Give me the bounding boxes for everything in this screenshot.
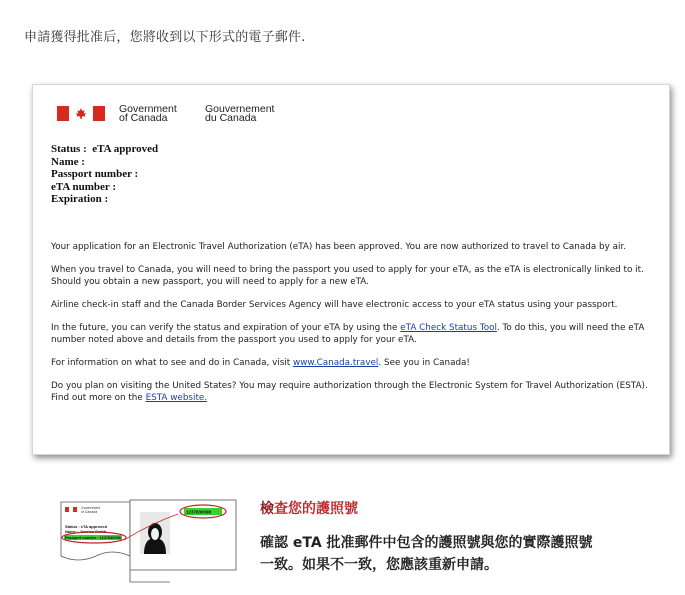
check-passport-title: 檢查您的護照號	[260, 501, 358, 517]
email-preview	[32, 84, 670, 455]
paragraph-esta: Do you plan on visiting the United States? You may require authorization through the Electronic System for Travel Authorization (ESTA). Find out more on the ESTA website.	[51, 381, 648, 403]
thumb-flag-icon	[65, 507, 69, 512]
paragraph-approved: Your application for an Electronic Travel Authorization (eTA) has been approved. You are now authorized to travel to Canada by air.	[51, 242, 627, 252]
intro-text: 申請獲得批准后，您將收到以下形式的電子郵件.	[24, 30, 306, 45]
canada-flag-icon	[57, 106, 105, 121]
email-body	[51, 241, 655, 415]
thumb-name: Name : Jessica Smith	[65, 529, 107, 534]
paragraph-passport: When you travel to Canada, you will need to bring the passport you used to apply for your eTA, as the eTA is electronically linked to it. Should you obtain a new passport, you will need to apply for a new eTA.	[51, 265, 644, 287]
passport-number-highlight: 1237830098	[186, 509, 212, 515]
check-passport-instructions: 確認 eTA 批准郵件中包含的護照號與您的實際護照號 一致。如果不一致，您應該重新申請。	[260, 535, 593, 573]
passport-number-field: Passport number :	[51, 168, 139, 180]
svg-text:of Canada: of Canada	[81, 510, 98, 514]
eta-number-field: eTA number :	[51, 180, 116, 193]
eta-fields	[51, 143, 158, 206]
email-passport-comparison-illustration	[60, 494, 240, 586]
expiration-field: Expiration :	[51, 193, 109, 205]
paragraph-check-status: In the future, you can verify the status and expiration of your eTA by using the eTA Check Status Tool. To do this, you will need the eTA number noted above and details from the passport you used to apply for your eTA.	[51, 323, 645, 345]
esta-website-link[interactable]: ESTA website.	[145, 393, 208, 403]
canada-travel-link[interactable]: www.Canada.travel	[293, 358, 379, 368]
status-field: Status : eTA approved	[51, 143, 159, 155]
gouvernement-du-canada-label: Gouvernement du Canada	[205, 103, 275, 124]
paragraph-canada-travel: For information on what to see and do in Canada, visit www.Canada.travel. See you in Canada!	[51, 358, 470, 368]
name-field: Name :	[51, 155, 85, 168]
eta-check-status-link[interactable]: eTA Check Status Tool	[400, 323, 497, 333]
thumb-status: Status : eTA approved	[65, 524, 108, 529]
government-of-canada-label: Government of Canada	[119, 103, 177, 124]
thumb-passport-label: Passport number : 1237830098	[65, 536, 121, 540]
paragraph-airline: Airline check-in staff and the Canada Border Services Agency will have electronic access to your eTA status using your passport.	[51, 300, 618, 310]
svg-text:Government: Government	[81, 506, 101, 510]
